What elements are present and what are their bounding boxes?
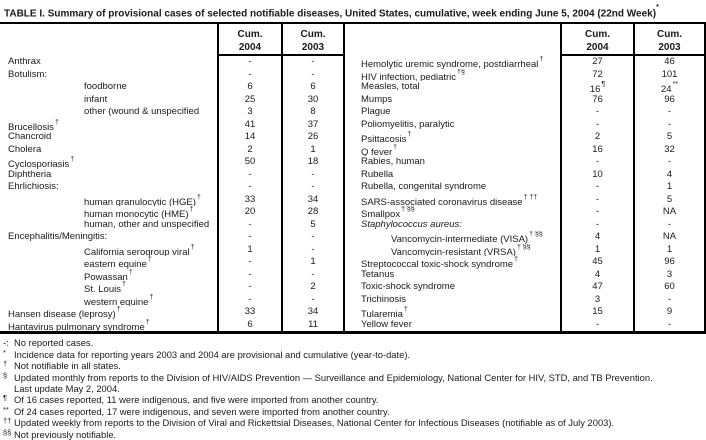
value-cum-2004: 45: [560, 256, 635, 269]
table-row: [0, 231, 345, 244]
table-row: [0, 119, 345, 132]
table-row: [345, 106, 706, 119]
table-row: [0, 194, 345, 207]
table-row: [345, 269, 706, 282]
column-header-cum-2004: [217, 24, 283, 56]
disease-label: Powassan†: [84, 268, 133, 282]
column-header-line2: 2004: [586, 42, 609, 54]
value-cum-2004: -: [217, 169, 283, 182]
header-spacer: [0, 24, 217, 56]
value-cum-2004: 3: [217, 106, 283, 119]
table-row: [0, 219, 345, 232]
disease-label: western equine†: [84, 293, 154, 307]
footnote-marker: †: [407, 131, 412, 139]
column-header-cum-2003: [283, 24, 345, 56]
value-cum-2004: -: [560, 181, 635, 194]
column-header-line2: 2003: [658, 42, 681, 54]
value-cum-2003: -: [635, 294, 706, 307]
value-cum-2003: -: [283, 231, 345, 244]
value-cum-2003: NA: [635, 206, 706, 219]
footnote-marker: † §§: [401, 206, 415, 214]
value-cum-2004: 6: [217, 319, 283, 332]
footnote-marker: †: [196, 193, 201, 201]
table-row: [345, 119, 706, 132]
footnote-marker: †: [403, 306, 408, 314]
disease-label: Tetanus: [361, 268, 395, 280]
value-cum-2003: 24**: [635, 81, 706, 94]
footnote-marker: ††: [3, 416, 12, 426]
footnote-marker: **: [3, 404, 9, 414]
footnote-marker: †: [189, 206, 194, 214]
table-row: [0, 256, 345, 269]
value-cum-2003: 60: [635, 281, 706, 294]
table-row: [345, 144, 706, 157]
value-cum-2004: 6: [217, 81, 283, 94]
value-cum-2004: -: [217, 281, 283, 294]
table-row: [0, 131, 345, 144]
table-row: [345, 281, 706, 294]
value-cum-2003: -: [283, 269, 345, 282]
footnote-text: Updated monthly from reports to the Division of HIV/AIDS Prevention — Surveillance and Epidemiology, National Center for HIV, STD, and TB Prevention.: [14, 371, 653, 383]
disease-label: Trichinosis: [361, 293, 407, 305]
footnote-text: No reported cases.: [14, 337, 94, 349]
column-header-line1: Cum.: [657, 29, 682, 41]
table-row: [0, 244, 345, 257]
footnote-line: [0, 360, 706, 371]
footnote-marker: §: [3, 370, 8, 380]
value-cum-2004: 50: [217, 156, 283, 169]
disease-label: Staphylococcus aureus:: [361, 218, 462, 230]
value-cum-2004: 16¶: [560, 81, 635, 94]
value-cum-2003: 46: [635, 56, 706, 69]
value-cum-2004: -: [217, 69, 283, 82]
table-row: [345, 156, 706, 169]
value-cum-2003: 2: [283, 281, 345, 294]
disease-label: Brucellosis†: [8, 118, 59, 132]
footnote-text: Last update May 2, 2004.: [14, 382, 120, 394]
value-cum-2003: 5: [635, 194, 706, 207]
disease-label: Rubella, congenital syndrome: [361, 181, 487, 193]
value-cum-2003: 8: [283, 106, 345, 119]
disease-label: Cyclosporiasis†: [8, 156, 75, 169]
value-cum-2004: 41: [217, 119, 283, 132]
disease-label: Tularemia†: [361, 306, 408, 319]
disease-label: St. Louis†: [84, 281, 126, 294]
disease-label: SARS-associated coronavirus disease† ††: [361, 193, 538, 207]
table-title-text: TABLE I. Summary of provisional cases of selected notifiable diseases, United States, cumulative, week ending June 5, 2004 (22nd Week): [4, 8, 657, 20]
footnote-marker: † §§: [529, 231, 543, 239]
value-cum-2003: -: [635, 219, 706, 232]
disease-label: Streptococcal toxic-shock syndrome†: [361, 256, 518, 269]
table-row: [345, 56, 706, 69]
value-cum-2004: -: [560, 106, 635, 119]
value-cum-2003: 6: [283, 81, 345, 94]
value-cum-2003: 5: [635, 131, 706, 144]
column-header-line1: Cum.: [585, 29, 610, 41]
table-row: [0, 319, 345, 332]
footnote-marker: †: [70, 156, 75, 164]
value-cum-2004: 20: [217, 206, 283, 219]
value-cum-2003: -: [283, 181, 345, 194]
disease-label: Yellow fever: [361, 318, 412, 330]
footnote-marker: †: [128, 268, 133, 276]
table-row: [0, 269, 345, 282]
value-cum-2004: -: [217, 219, 283, 232]
disease-label: Vancomycin-intermediate (VISA)† §§: [391, 231, 543, 244]
table-row: [0, 306, 345, 319]
value-cum-2003: 3: [635, 269, 706, 282]
value-cum-2004: 15: [560, 306, 635, 319]
disease-label: Mumps: [361, 93, 393, 105]
footnote-marker: †§: [457, 68, 465, 76]
footnote-text: Incidence data for reporting years 2003 and 2004 are provisional and cumulative (year-to-date).: [14, 348, 411, 360]
table-row: [345, 256, 706, 269]
table-row: [345, 294, 706, 307]
footnote-line: [0, 394, 706, 405]
value-cum-2004: -: [217, 56, 283, 69]
table-left-half: [0, 24, 345, 331]
table-row: [0, 69, 345, 82]
value-cum-2003: 1: [635, 181, 706, 194]
value-cum-2004: -: [217, 294, 283, 307]
value-cum-2003: 26: [283, 131, 345, 144]
footnote-text: Not notifiable in all states.: [14, 360, 121, 372]
value-cum-2003: 1: [283, 256, 345, 269]
disease-label: Hansen disease (leprosy)†: [8, 306, 121, 319]
value-cum-2003: 101: [635, 69, 706, 82]
value-cum-2004: -: [560, 194, 635, 207]
table-title-footnote-marker: *: [656, 4, 659, 11]
value-cum-2004: -: [560, 206, 635, 219]
value-cum-2003: 34: [283, 194, 345, 207]
table-row: [0, 81, 345, 94]
disease-label: Hantavirus pulmonary syndrome†: [8, 318, 150, 332]
table-row: [345, 169, 706, 182]
value-cum-2003: -: [283, 294, 345, 307]
footnote-marker: †: [3, 359, 8, 369]
column-header-row: [0, 24, 345, 56]
table-right-half: [345, 24, 706, 331]
footnote-marker: †: [54, 118, 59, 126]
disease-label: Rabies, human: [361, 156, 425, 168]
footnote-marker: †: [514, 256, 518, 264]
value-cum-2003: -: [283, 69, 345, 82]
footnote-line: [0, 337, 706, 348]
disease-label: Rubella: [361, 168, 394, 180]
footnote-marker: §§: [3, 427, 12, 437]
value-cum-2003: -: [635, 319, 706, 332]
value-cum-2003: 5: [283, 219, 345, 232]
footnote-marker: †: [116, 306, 121, 314]
disease-label: Toxic-shock syndrome: [361, 281, 455, 293]
footnote-text: Of 16 cases reported, 11 were indigenous, and five were imported from another country.: [14, 394, 379, 406]
table-row: [345, 206, 706, 219]
table-row: [345, 244, 706, 257]
value-cum-2003: 34: [283, 306, 345, 319]
footnote-marker: †: [149, 293, 154, 301]
table-row: [345, 231, 706, 244]
value-cum-2003: 28: [283, 206, 345, 219]
column-header-cum-2004: [560, 24, 635, 56]
disease-label: HIV infection, pediatric†§: [361, 68, 465, 82]
column-header-line2: 2004: [238, 42, 262, 54]
disease-label: Chancroid: [8, 131, 52, 143]
disease-label: Q fever†: [361, 143, 398, 157]
table-row: [345, 94, 706, 107]
value-cum-2004: -: [217, 256, 283, 269]
value-cum-2003: 11: [283, 319, 345, 332]
column-header-line1: Cum.: [237, 29, 263, 41]
value-cum-2004: -: [560, 156, 635, 169]
table-row: [0, 56, 345, 69]
value-cum-2004: 4: [560, 269, 635, 282]
disease-label: Diphtheria: [8, 168, 52, 180]
value-cum-2004: -: [217, 181, 283, 194]
footnote-marker: †: [393, 143, 398, 151]
value-cum-2004: 2: [560, 131, 635, 144]
table-row: [0, 206, 345, 219]
value-cum-2003: 1: [283, 144, 345, 157]
footnote-line: [0, 429, 706, 440]
value-cum-2003: 9: [635, 306, 706, 319]
table-row: [0, 169, 345, 182]
column-header-cum-2003: [635, 24, 706, 56]
value-cum-2004: 25: [217, 94, 283, 107]
footnote-marker: ¶: [3, 393, 8, 403]
value-cum-2003: -: [283, 56, 345, 69]
table-title: [0, 0, 706, 22]
value-cum-2004: -: [217, 231, 283, 244]
disease-label: Psittacosis†: [361, 131, 412, 144]
value-cum-2004: 2: [217, 144, 283, 157]
table-row: [0, 294, 345, 307]
value-cum-2003: -: [635, 106, 706, 119]
table-row: [345, 181, 706, 194]
notifiable-diseases-table: [0, 22, 706, 334]
table-row: [0, 94, 345, 107]
disease-label: Hemolytic uremic syndrome, postdiarrheal†: [361, 56, 544, 69]
column-header-line2: 2003: [301, 42, 325, 54]
value-cum-2003: 37: [283, 119, 345, 132]
value-cum-2003: -: [283, 169, 345, 182]
value-cum-2003: 96: [635, 256, 706, 269]
footnote-marker: *: [3, 347, 6, 357]
value-cum-2004: 16: [560, 144, 635, 157]
value-cum-2004: 27: [560, 56, 635, 69]
disease-label: other (wound & unspecified: [84, 106, 200, 118]
value-cum-2003: -: [635, 119, 706, 132]
footnote-text: Not previously notifiable.: [14, 428, 117, 440]
value-cum-2003: -: [635, 156, 706, 169]
footnote-line: [0, 406, 706, 417]
footnote-text: Of 24 cases reported, 17 were indigenous, and seven were imported from another country.: [14, 405, 390, 417]
disease-label: Smallpox† §§: [361, 206, 415, 219]
disease-label: human granulocytic (HGE)†: [84, 193, 201, 207]
value-cum-2003: 1: [635, 244, 706, 257]
table-row: [0, 156, 345, 169]
footnote-marker: †: [145, 318, 150, 326]
value-cum-2004: -: [560, 219, 635, 232]
disease-label: human monocytic (HME)†: [84, 206, 194, 219]
value-cum-2003: 4: [635, 169, 706, 182]
value-cum-2003: 96: [635, 94, 706, 107]
footnote-marker: †: [147, 256, 152, 264]
column-header-line1: Cum.: [300, 29, 326, 41]
footnote-marker: †: [539, 56, 544, 64]
table-row: [345, 81, 706, 94]
disease-label: human, other and unspecified: [84, 218, 210, 230]
value-cum-2004: -: [217, 269, 283, 282]
value-cum-2004: 3: [560, 294, 635, 307]
disease-label: Encephalitis/Meningitis:: [8, 231, 108, 243]
footnote-marker: -:: [3, 337, 9, 349]
disease-label: foodborne: [84, 81, 127, 93]
value-cum-2004: -: [560, 119, 635, 132]
footnotes: [0, 334, 706, 440]
footnote-marker: †: [190, 243, 195, 251]
disease-label: Poliomyelitis, paralytic: [361, 118, 455, 130]
table-row: [345, 306, 706, 319]
table-row: [345, 131, 706, 144]
footnote-text: Updated weekly from reports to the Division of Viral and Rickettsial Diseases, National Center for Infectious Diseases (notifiable as of July 2003).: [14, 417, 615, 429]
table-row: [345, 219, 706, 232]
value-cum-2004: 1: [217, 244, 283, 257]
table-row: [345, 69, 706, 82]
footnote-line: [0, 349, 706, 360]
footnote-line: [0, 383, 706, 394]
footnote-marker: † ††: [523, 193, 538, 201]
header-spacer: [345, 24, 560, 56]
value-cum-2003: -: [283, 244, 345, 257]
value-cum-2004: 33: [217, 194, 283, 207]
value-cum-2004: 47: [560, 281, 635, 294]
value-cum-2003: 32: [635, 144, 706, 157]
table-row: [0, 144, 345, 157]
table-row: [0, 181, 345, 194]
value-cum-2004: 4: [560, 231, 635, 244]
value-cum-2003: NA: [635, 231, 706, 244]
disease-label: California serogroup viral†: [84, 243, 195, 257]
footnote-line: [0, 417, 706, 428]
value-cum-2004: 10: [560, 169, 635, 182]
footnote-marker: † §§: [516, 243, 531, 251]
value-cum-2004: 14: [217, 131, 283, 144]
disease-label: Botulism:: [8, 68, 48, 80]
disease-label: Measles, total: [361, 81, 420, 93]
table-row: [345, 194, 706, 207]
disease-label: Vancomycin-resistant (VRSA)† §§: [391, 243, 531, 257]
disease-label: Ehrlichiosis:: [8, 181, 59, 193]
value-cum-2004: 72: [560, 69, 635, 82]
disease-label: Plague: [361, 106, 391, 118]
disease-label: eastern equine†: [84, 256, 152, 269]
disease-label: Anthrax: [8, 56, 41, 68]
table-row: [0, 281, 345, 294]
value-cum-2004: 1: [560, 244, 635, 257]
value-cum-2004: 33: [217, 306, 283, 319]
table-row: [345, 319, 706, 332]
value-cum-2003: 18: [283, 156, 345, 169]
footnote-line: [0, 372, 706, 383]
value-cum-2004: 76: [560, 94, 635, 107]
footnote-marker: **: [672, 81, 679, 89]
footnote-marker: ¶: [601, 81, 606, 89]
column-header-row: [345, 24, 706, 56]
footnote-marker: †: [121, 281, 126, 289]
disease-label: Cholera: [8, 143, 42, 155]
value-cum-2003: 30: [283, 94, 345, 107]
value-cum-2004: -: [560, 319, 635, 332]
disease-label: infant: [84, 93, 108, 105]
table-row: [0, 106, 345, 119]
